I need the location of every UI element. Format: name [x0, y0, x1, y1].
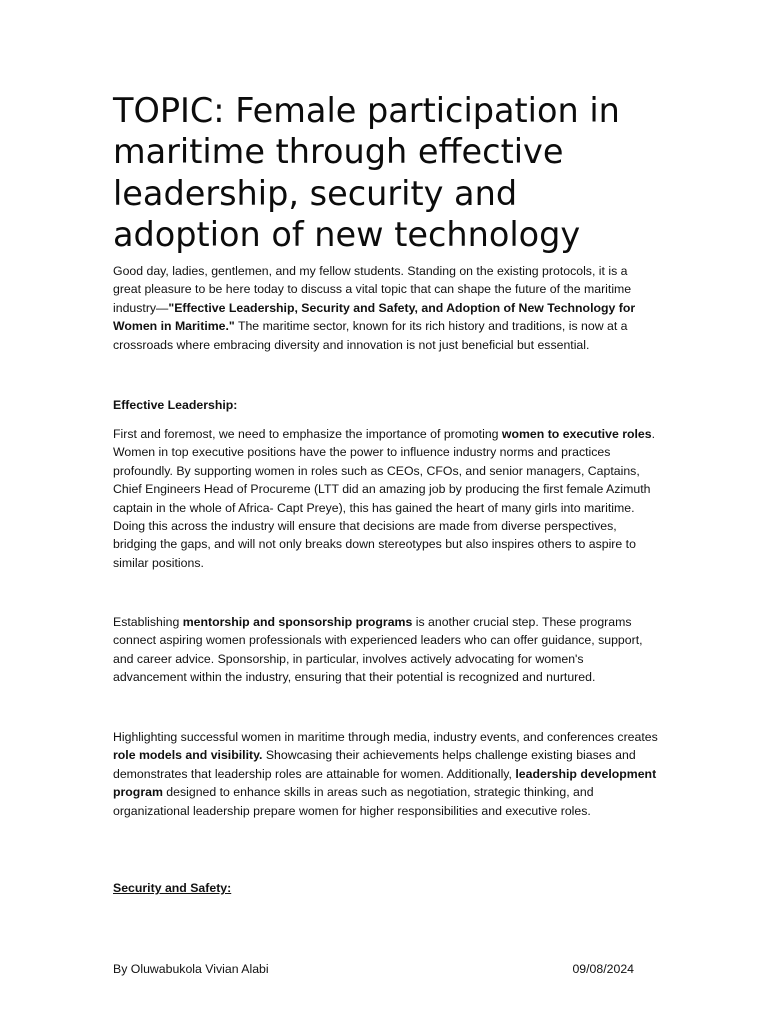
paragraph-text: Establishing: [113, 615, 183, 629]
paragraph-text: . Women in top executive positions have the power to influence industry norms and practices profoundly. By supporting women in roles such as CEOs, CFOs, and senior managers, Captains, Chief Engineers Head of Procureme (LTT did an amazing job by producing the first female Azimuth captain in the whole of Africa- Capt Preye), this has gained the heart of many girls into maritime. Doing this across the industry will ensure that decisions are made from diverse perspectives, bridging the gaps, and will not only breaks down stereotypes but also inspires others to aspire to similar positions.: [113, 427, 656, 570]
intro-text-1: Good day, ladies, gentlemen, and my fellow students. Standing on the existing protocols, it is a great pleasure to be here today to discuss a vital topic that can shape the future of the maritime industry—: [113, 264, 632, 315]
leadership-paragraph-3: [113, 728, 658, 820]
footer-author: By Oluwabukola Vivian Alabi: [113, 962, 269, 976]
intro-text-2: The maritime sector, known for its rich history and traditions, is now at a crossroads where embracing diversity and innovation is not just beneficial but essential.: [113, 319, 628, 352]
page-footer: [113, 960, 658, 980]
document-page: [113, 0, 658, 1024]
intro-paragraph: [113, 262, 658, 354]
section-heading-effective-leadership: Effective Leadership:: [113, 398, 238, 412]
paragraph-bold: leadership development program: [113, 766, 657, 800]
paragraph-text: designed to enhance skills in areas such as negotiation, strategic thinking, and organizational leadership prepare women for higher responsibilities and executive roles.: [113, 785, 594, 818]
document-title: TOPIC: Female participation in maritime through effective leadership, security and adoption of new technology: [113, 91, 620, 254]
leadership-paragraph-1: [113, 425, 658, 572]
intro-bold-topic: "Effective Leadership, Security and Safety, and Adoption of New Technology for Women in Maritime.": [113, 300, 636, 334]
leadership-paragraph-2: [113, 613, 658, 687]
paragraph-bold: mentorship and sponsorship programs: [182, 615, 413, 629]
paragraph-text: Highlighting successful women in maritime through media, industry events, and conferences creates: [113, 730, 658, 744]
paragraph-text: First and foremost, we need to emphasize the importance of promoting: [113, 427, 502, 441]
paragraph-text: Showcasing their achievements helps challenge existing biases and demonstrates that leadership roles are attainable for women. Additionally,: [113, 748, 636, 781]
footer-date: 09/08/2024: [572, 962, 634, 976]
section-heading-security-safety: Security and Safety:: [113, 881, 232, 895]
paragraph-bold: role models and visibility.: [113, 748, 263, 763]
paragraph-bold: women to executive roles: [501, 427, 652, 441]
paragraph-text: is another crucial step. These programs connect aspiring women professionals with experienced leaders who can offer guidance, support, and career advice. Sponsorship, in particular, involves actively advocating for women's advancement within the industry, ensuring that their potential is recognized and nurtured.: [113, 615, 643, 685]
